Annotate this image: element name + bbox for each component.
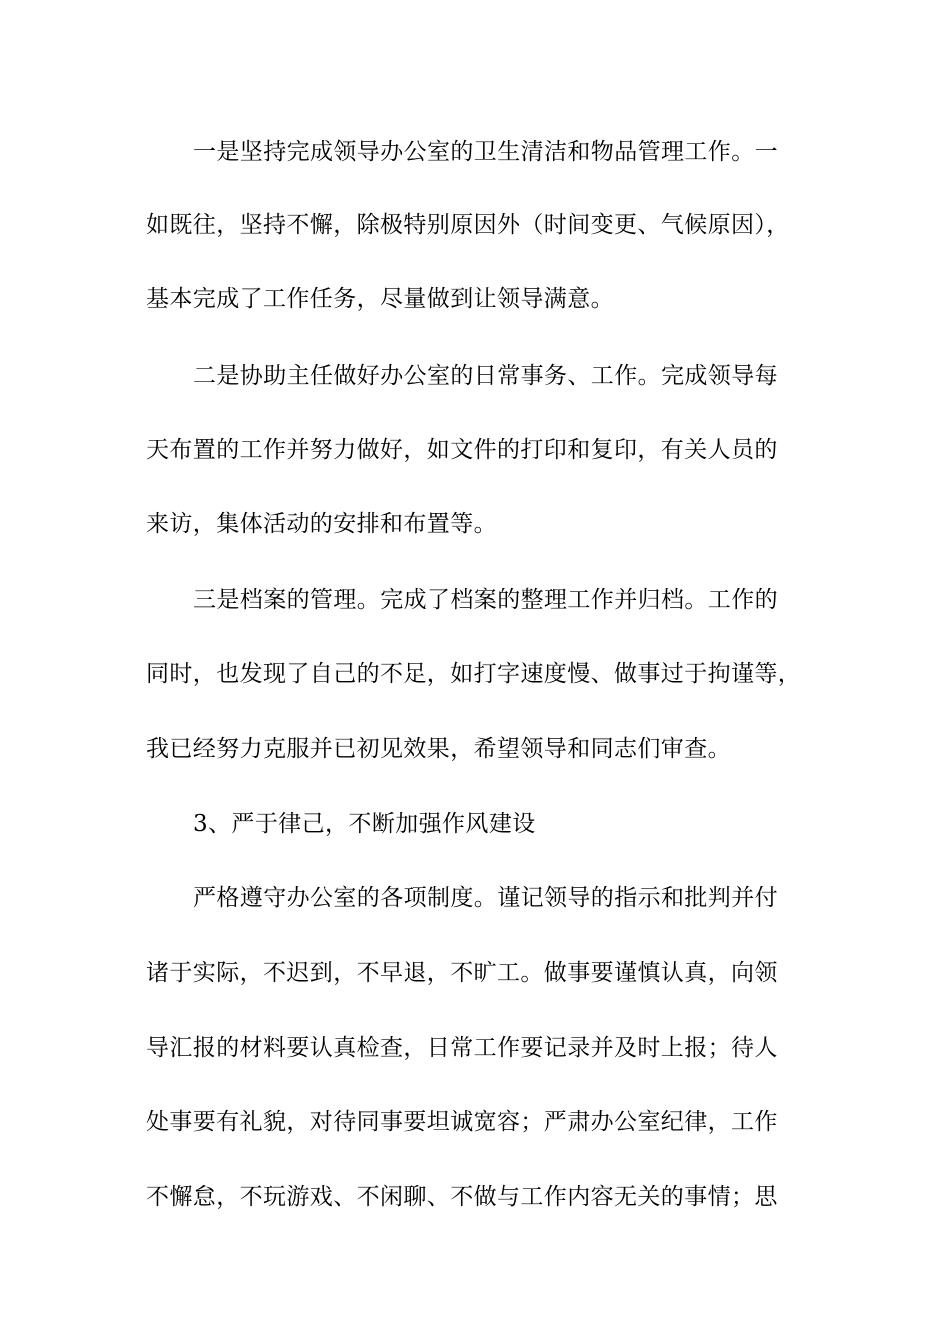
paragraph-2-line-3: 来访，集体活动的安排和布置等。: [146, 511, 497, 537]
paragraph-4-line-2: 诸于实际，不迟到，不早退，不旷工。做事要谨慎认真，向领: [146, 960, 778, 986]
paragraph-3-line-1: 三是档案的管理。完成了档案的整理工作并归档。工作的: [193, 587, 778, 613]
paragraph-1-line-2: 如既往，坚持不懈，除极特别原因外（时间变更、气候原因），: [146, 212, 790, 238]
paragraph-3-line-2: 同时，也发现了自己的不足，如打字速度慢、做事过于拘谨等，: [146, 661, 802, 687]
paragraph-4-line-4: 处事要有礼貌，对待同事要坦诚宽容；严肃办公室纪律，工作: [146, 1109, 778, 1135]
paragraph-4-line-1: 严格遵守办公室的各项制度。谨记领导的指示和批判并付: [193, 885, 778, 911]
paragraph-1-line-3: 基本完成了工作任务，尽量做到让领导满意。: [146, 286, 614, 312]
paragraph-4-line-5: 不懈怠，不玩游戏、不闲聊、不做与工作内容无关的事情；思: [146, 1184, 778, 1210]
section-heading: 3、严于律己，不断加强作风建设: [193, 811, 536, 837]
paragraph-2-line-1: 二是协助主任做好办公室的日常事务、工作。完成领导每: [193, 363, 778, 389]
paragraph-2-line-2: 天布置的工作并努力做好，如文件的打印和复印，有关人员的: [146, 437, 778, 463]
paragraph-4-line-3: 导汇报的材料要认真检查，日常工作要记录并及时上报；待人: [146, 1035, 778, 1061]
paragraph-1-line-1: 一是坚持完成领导办公室的卫生清洁和物品管理工作。一: [193, 139, 778, 165]
paragraph-3-line-3: 我已经努力克服并已初见效果，希望领导和同志们审查。: [146, 736, 731, 762]
